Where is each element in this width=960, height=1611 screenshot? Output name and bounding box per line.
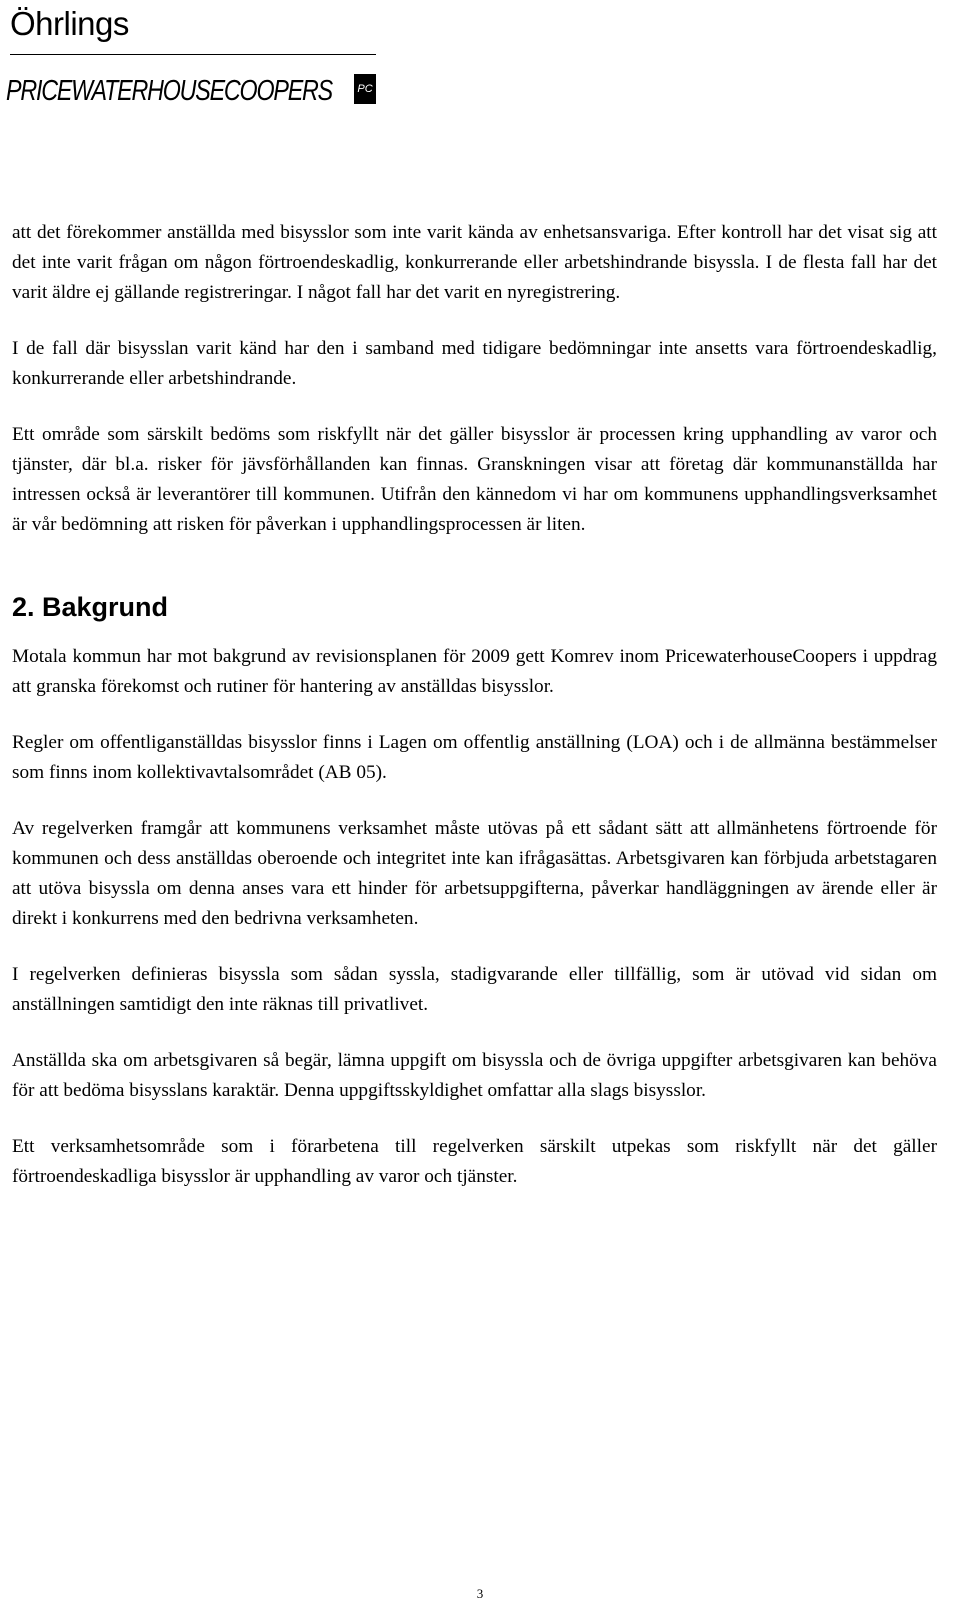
logo-brand-text: PRICEWATERHOUSECOOPERS (6, 75, 334, 107)
logo-divider (10, 54, 376, 55)
paragraph: Av regelverken framgår att kommunens verksamhet måste utövas på ett sådant sätt att allmänhetens förtroende för kommunen och dess anställdas oberoende och integritet inte kan ifrågasättas. Arbetsgivaren kan förbjuda arbetstagaren att utöva bisyssla om denna anses vara ett hinder för arbetsuppgifterna, påverkar handläggningen av ärende eller är direkt i konkurrens med den bedrivna verksamheten. (12, 818, 937, 929)
paragraph: Regler om offentliganställdas bisysslor finns i Lagen om offentlig anställning (LOA) och i de allmänna bestämmelser som finns inom kollektivavtalsområdet (AB 05). (12, 732, 937, 783)
paragraph: Ett område som särskilt bedöms som riskfyllt när det gäller bisysslor är processen kring upphandling av varor och tjänster, där bl.a. risker för jävsförhållanden kan finnas. Granskningen visar att företag där kommunanställda har intressen också är leverantörer till kommunen. Utifrån den kännedom vi har om kommunens upphandlingsverksamhet är vår bedömning att risken för påverkan i upphandlingsprocessen är liten. (12, 424, 937, 535)
section-heading: 2. Bakgrund (12, 592, 169, 622)
paragraph: I de fall där bisysslan varit känd har den i samband med tidigare bedömningar inte ansetts vara förtroendeskadlig, konkurrerande eller arbetshindrande. (12, 338, 937, 389)
paragraph: att det förekommer anställda med bisysslor som inte varit kända av enhetsansvariga. Efter kontroll har det visat sig att det inte varit frågan om någon förtroendeskadlig, konkurrerande eller arbetshindrande bisyssla. I de flesta fall har det varit äldre ej gällande registreringar. I något fall har det varit en nyregistrering. (12, 222, 937, 303)
paragraph: Anställda ska om arbetsgivaren så begär, lämna uppgift om bisyssla och de övriga uppgifter arbetsgivaren kan behöva för att bedöma bisysslans karaktär. Denna uppgiftsskyldighet omfattar alla slags bisysslor. (12, 1050, 937, 1101)
company-logo-pricewaterhousecoopers (6, 66, 336, 110)
company-logo-ohrlings: Öhrlings (10, 5, 129, 42)
paragraph: Motala kommun har mot bakgrund av revisionsplanen för 2009 gett Komrev inom PricewaterhouseCoopers i uppdrag att granska förekomst och rutiner för hantering av anställdas bisysslor. (12, 646, 937, 697)
paragraph: Ett verksamhetsområde som i förarbetena till regelverken särskilt utpekas som riskfyllt när det gäller förtroendeskadliga bisysslor är upphandling av varor och tjänster. (12, 1136, 937, 1187)
document-body (12, 218, 937, 1218)
logo-seal-icon: PC (354, 74, 376, 104)
page-number: 3 (476, 1586, 484, 1601)
paragraph: I regelverken definieras bisyssla som sådan syssla, stadigvarande eller tillfällig, som är utövad vid sidan om anställningen samtidigt den inte räknas till privatlivet. (12, 964, 937, 1015)
